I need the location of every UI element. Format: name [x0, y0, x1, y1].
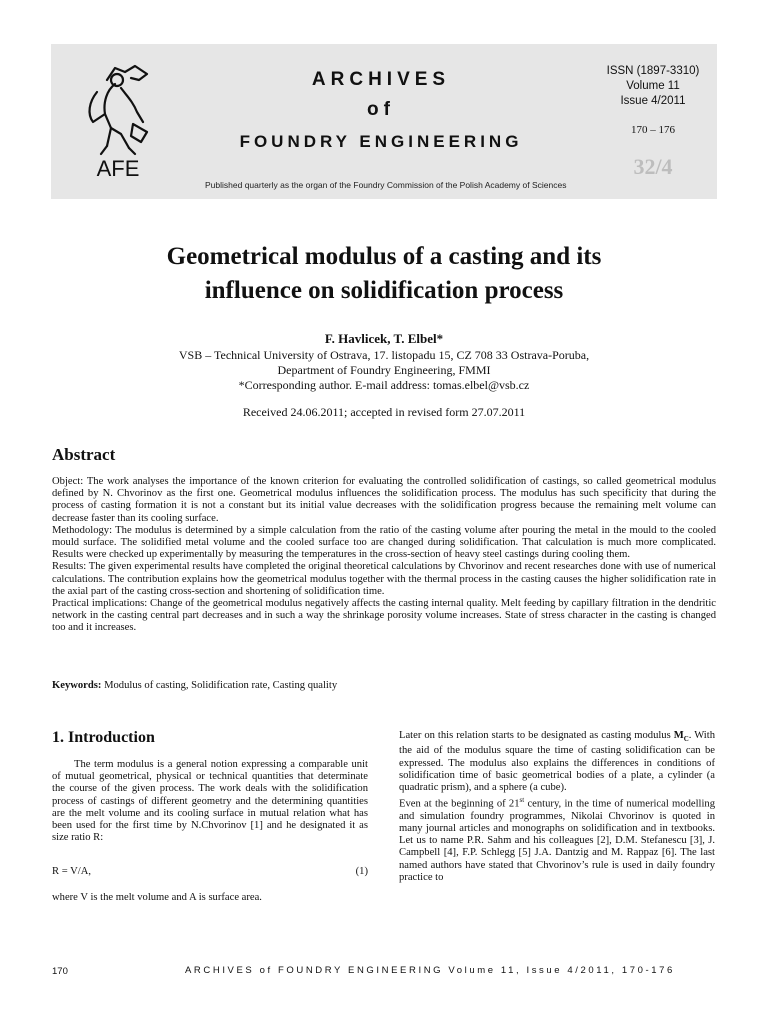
- affiliation: [60, 348, 708, 393]
- equation-1: [52, 866, 368, 877]
- equation-text: R = V/A,: [52, 866, 92, 877]
- modulus-m: M: [673, 730, 684, 741]
- equation-number: (1): [355, 866, 368, 877]
- modulus-symbol: [673, 730, 689, 744]
- intro-paragraph: The term modulus is a general notion expressing a comparable unit of mutual geometrical, physical or technical quantities that determinate the course of the given process. The work deals with the solidification process of castings of different geometry and the determining quantities are the melt volume and its cooling surface in mutual relation what has been used for the first time by N.Chvorinov [1] and he designated it as size ratio R:: [52, 759, 368, 844]
- issn-block: [591, 64, 715, 109]
- right-text-c1: Even at the beginning of 21: [399, 798, 520, 810]
- publisher-note: Published quarterly as the organ of the Foundry Commission of the Polish Academy of Sciences: [205, 180, 567, 190]
- issue-code: 32/4: [633, 154, 673, 179]
- journal-header: [51, 44, 717, 199]
- right-paragraph-2: [399, 794, 715, 884]
- introduction-heading: 1. Introduction: [52, 729, 155, 746]
- authors: F. Havlicek, T. Elbel*: [324, 331, 444, 346]
- journal-name-line2: of: [367, 99, 395, 120]
- abstract-body: [52, 476, 716, 635]
- right-text-b: . With the aid of the modulus square the time of casting solidification can be expressed. The modulus also explains the differences in conditions of solidification time of basic geometrical bodies of a plate, a cylinder (a quadratic prism), and a sphere (a cube).: [399, 730, 715, 793]
- page-range: 170 – 176: [631, 124, 675, 136]
- right-text-c2: century, in the time of numerical modelling and simulation foundry programmes, Nikolai Chvorinov is quoted in many journal articles and monographs on solidification and in textbooks. Let us to name P.R. Sahm and his colleagues [2], D.M. Stefanescu [3], J. Campbell [4], F.P. Schlegg [5] J.A. Dantzig and M. Rappaz [6]. The last named authors have stated that Chvorinov’s rule is used in daily foundry practice to: [399, 798, 716, 883]
- abstract-heading: Abstract: [52, 445, 116, 464]
- right-text-a: Later on this relation starts to be designated as casting modulus: [399, 730, 674, 741]
- affiliation-line2: Department of Foundry Engineering, FMMI: [277, 363, 491, 377]
- abstract-results: Results: The given experimental results have completed the original theoretical calculations by Chvorinov and recent researches done with use of numerical calculations. The contribution explains how the geometrical modulus together with the thermal process in the casting causes the higher solidification rate in the axial part of the casting cross-section and shortening of solidification time.: [52, 561, 716, 597]
- intro-left-column: [52, 759, 368, 844]
- affiliation-line1: VSB – Technical University of Ostrava, 17. listopadu 15, CZ 708 33 Ostrava-Poruba,: [178, 348, 590, 362]
- title-line2: influence on solidification process: [204, 277, 564, 304]
- article-title: [60, 240, 708, 308]
- corresponding-author: *Corresponding author. E-mail address: tomas.elbel@vsb.cz: [238, 378, 530, 392]
- keywords-list: Modulus of casting, Solidification rate, Casting quality: [101, 680, 338, 691]
- keywords: [52, 680, 716, 691]
- issue: Issue 4/2011: [620, 95, 686, 107]
- keywords-label: Keywords:: [52, 680, 102, 691]
- equation-explanation: where V is the melt volume and A is surface area.: [52, 892, 262, 903]
- modulus-subscript: C: [683, 735, 689, 744]
- afe-logo: [77, 62, 159, 182]
- journal-name: [201, 66, 561, 158]
- logo-text: AFE: [96, 156, 140, 181]
- issn: ISSN (1897-3310): [606, 65, 700, 77]
- abstract-implications: Practical implications: Change of the geometrical modulus negatively affects the casting internal quality. Melt feeding by capillary filtration in the dendritic network in the casting central part decreases and in such a way the shrinkage porosity volume increases. State of stress character in the casting is changed too and it increases.: [52, 598, 716, 634]
- title-line1: Geometrical modulus of a casting and its: [166, 243, 602, 270]
- volume: Volume 11: [626, 80, 680, 92]
- intro-right-column: [399, 730, 715, 884]
- running-footer: ARCHIVES of FOUNDRY ENGINEERING Volume 11, Issue 4/2011, 170-176: [185, 965, 675, 976]
- abstract-methodology: Methodology: The modulus is determined by a simple calculation from the ratio of the casting volume after pouring the metal in the mould to the cooled mould surface. The solidified metal volume and the cooled surface too are changed during solidification. That calculation is much more complicated. Results were checked up experimentally by measuring the temperatures in the cross-section of heavy steel castings during cooling them.: [52, 524, 716, 561]
- abstract-object: Object: The work analyses the importance of the known criterion for evaluating the controlled solidification of castings, so called geometrical modulus defined by N. Chvorinov as the first one. Geometrical modulus influences the solidification process. The modulus has such specificity that during the process of casting formation it is not a constant but its initial value decreases with the solidification progress because the remaining melt volume can decrease faster than its cooling surface.: [52, 476, 716, 524]
- superscript-st: st: [519, 796, 525, 805]
- right-paragraph-1: [399, 730, 715, 794]
- received-dates: Received 24.06.2011; accepted in revised form 27.07.2011: [242, 405, 526, 419]
- page-number: 170: [52, 966, 68, 977]
- journal-name-line1: ARCHIVES: [311, 69, 451, 90]
- journal-name-line3: FOUNDRY ENGINEERING: [239, 132, 523, 151]
